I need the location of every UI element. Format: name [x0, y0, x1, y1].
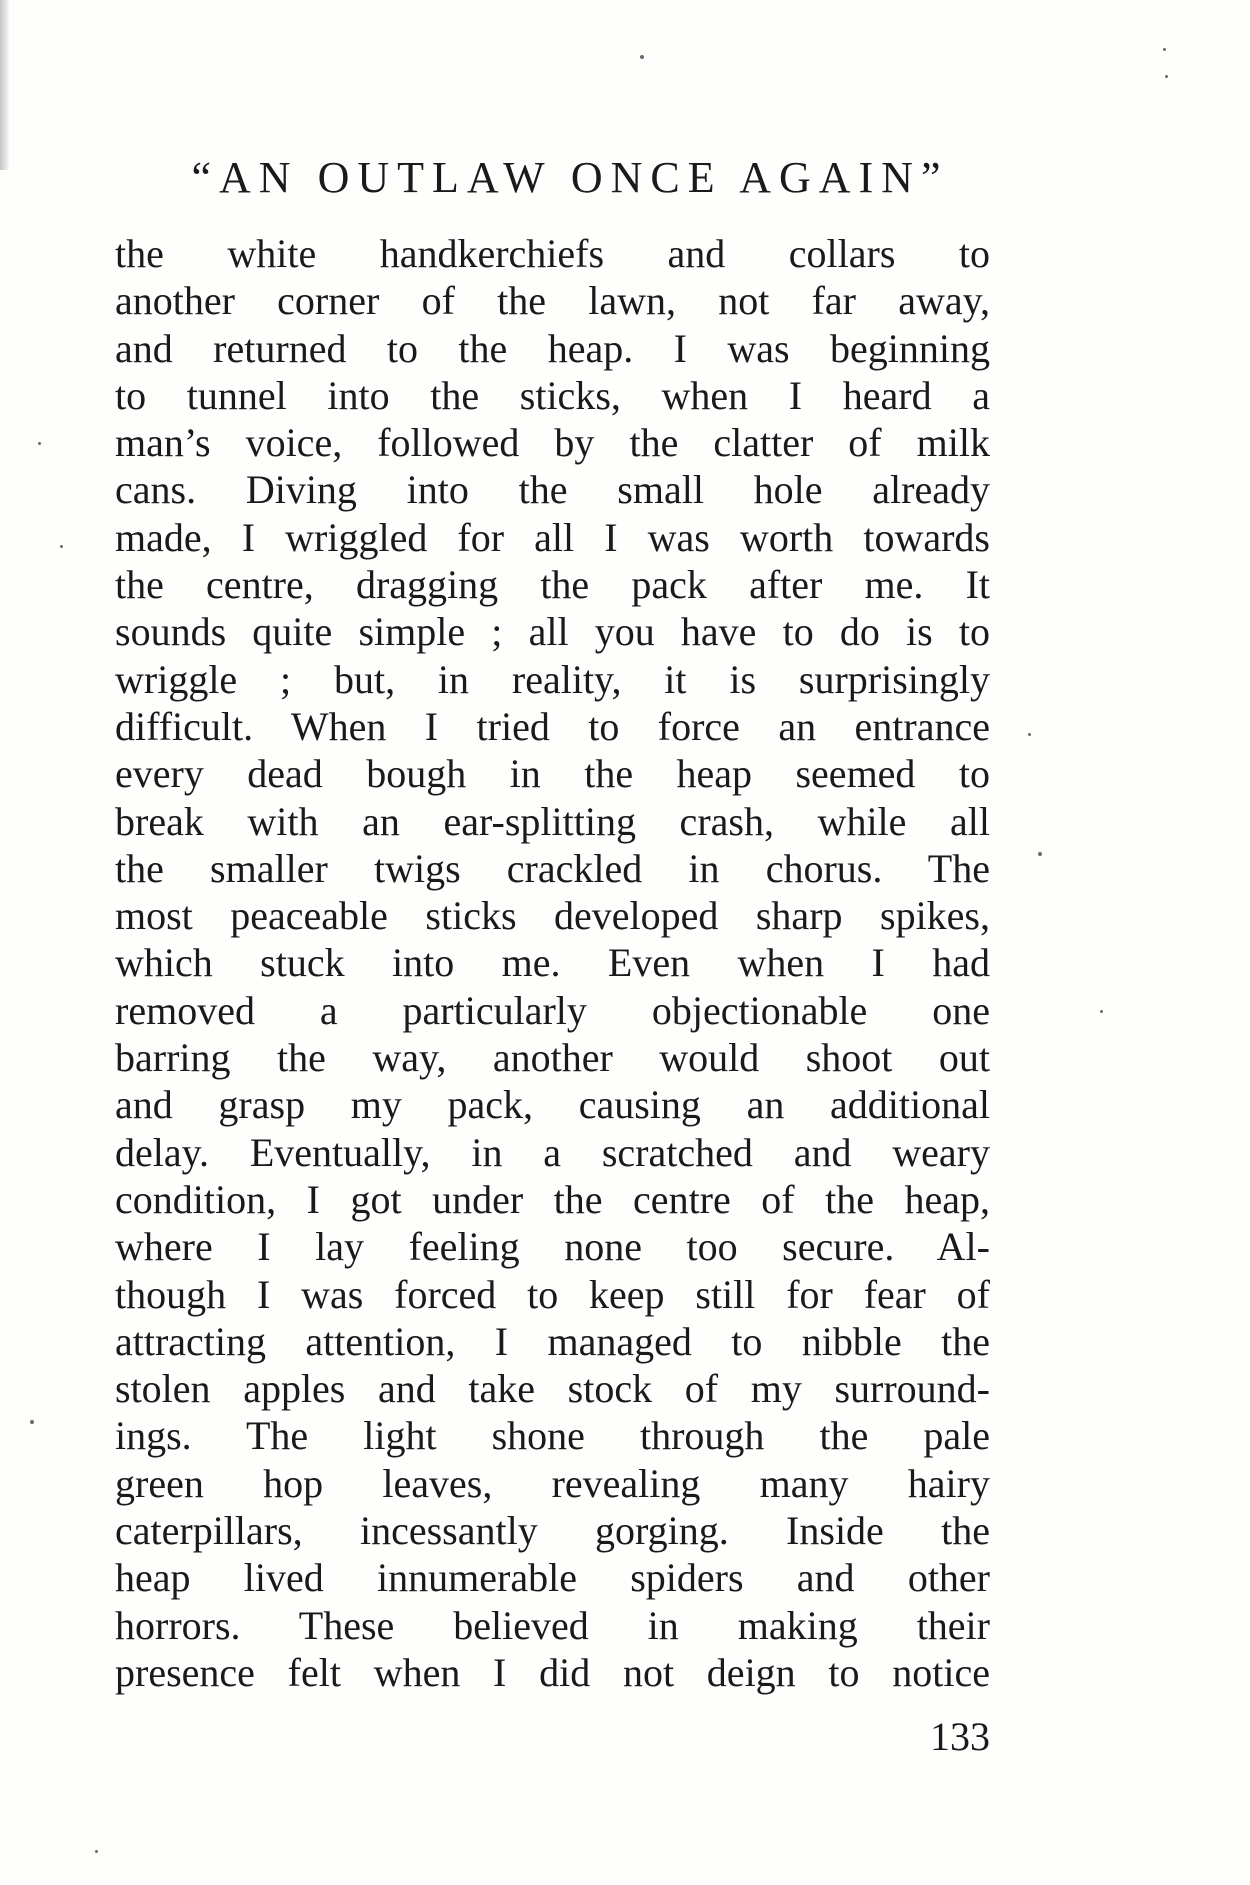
- text-line: attracting attention, I managed to nibble the: [115, 1318, 990, 1364]
- text-line: the white handkerchiefs and collars to: [115, 231, 990, 276]
- text-line: to tunnel into the sticks, when I heard a: [115, 372, 990, 418]
- text-line: break with an ear-splitting crash, while all: [115, 798, 990, 844]
- text-line: removed a particularly objectionable one: [115, 987, 990, 1033]
- text-line: horrors. These believed in making their: [115, 1602, 990, 1648]
- text-line: every dead bough in the heap seemed to: [115, 751, 990, 797]
- text-line: most peaceable sticks developed sharp spikes,: [115, 893, 990, 939]
- text-line: cans. Diving into the small hole already: [115, 467, 990, 513]
- scan-speck: [1165, 75, 1168, 78]
- scan-speck: [1100, 1010, 1103, 1013]
- page-number: 133: [930, 1714, 990, 1759]
- text-line: delay. Eventually, in a scratched and weary: [115, 1129, 990, 1175]
- text-line: barring the way, another would shoot out: [115, 1035, 990, 1081]
- scan-speck: [640, 55, 644, 59]
- text-line: and grasp my pack, causing an additional: [115, 1082, 990, 1128]
- text-line: man’s voice, followed by the clatter of milk: [115, 420, 990, 466]
- text-line: difficult. When I tried to force an entrance: [115, 703, 990, 749]
- text-line: ings. The light shone through the pale: [115, 1413, 990, 1459]
- scan-speck: [30, 1420, 34, 1424]
- running-head: “AN OUTLAW ONCE AGAIN”: [191, 153, 949, 202]
- text-line: the centre, dragging the pack after me. It: [115, 562, 990, 608]
- text-line: the smaller twigs crackled in chorus. The: [115, 845, 990, 891]
- scan-speck: [38, 442, 41, 445]
- scan-speck: [95, 1850, 98, 1853]
- text-line: wriggle ; but, in reality, it is surprisingly: [115, 656, 990, 702]
- scan-edge-shadow: [0, 0, 10, 170]
- scan-speck: [1028, 733, 1031, 736]
- text-line: another corner of the lawn, not far away,: [115, 278, 990, 324]
- text-line: made, I wriggled for all I was worth towards: [115, 514, 990, 560]
- text-line: sounds quite simple ; all you have to do is to: [115, 609, 990, 655]
- body-text: [115, 230, 990, 1696]
- text-line: though I was forced to keep still for fear of: [115, 1271, 990, 1317]
- scan-speck: [1163, 48, 1166, 51]
- text-line: condition, I got under the centre of the heap,: [115, 1176, 990, 1222]
- text-line: green hop leaves, revealing many hairy: [115, 1460, 990, 1506]
- text-line: stolen apples and take stock of my surround-: [115, 1366, 990, 1412]
- text-line: which stuck into me. Even when I had: [115, 940, 990, 986]
- text-line: where I lay feeling none too secure. Al-: [115, 1224, 990, 1270]
- text-line: caterpillars, incessantly gorging. Inside the: [115, 1508, 990, 1554]
- scan-speck: [60, 545, 63, 548]
- text-line: presence felt when I did not deign to notice: [115, 1649, 990, 1695]
- scan-speck: [1038, 852, 1042, 856]
- text-line: heap lived innumerable spiders and other: [115, 1555, 990, 1601]
- text-line: and returned to the heap. I was beginning: [115, 325, 990, 371]
